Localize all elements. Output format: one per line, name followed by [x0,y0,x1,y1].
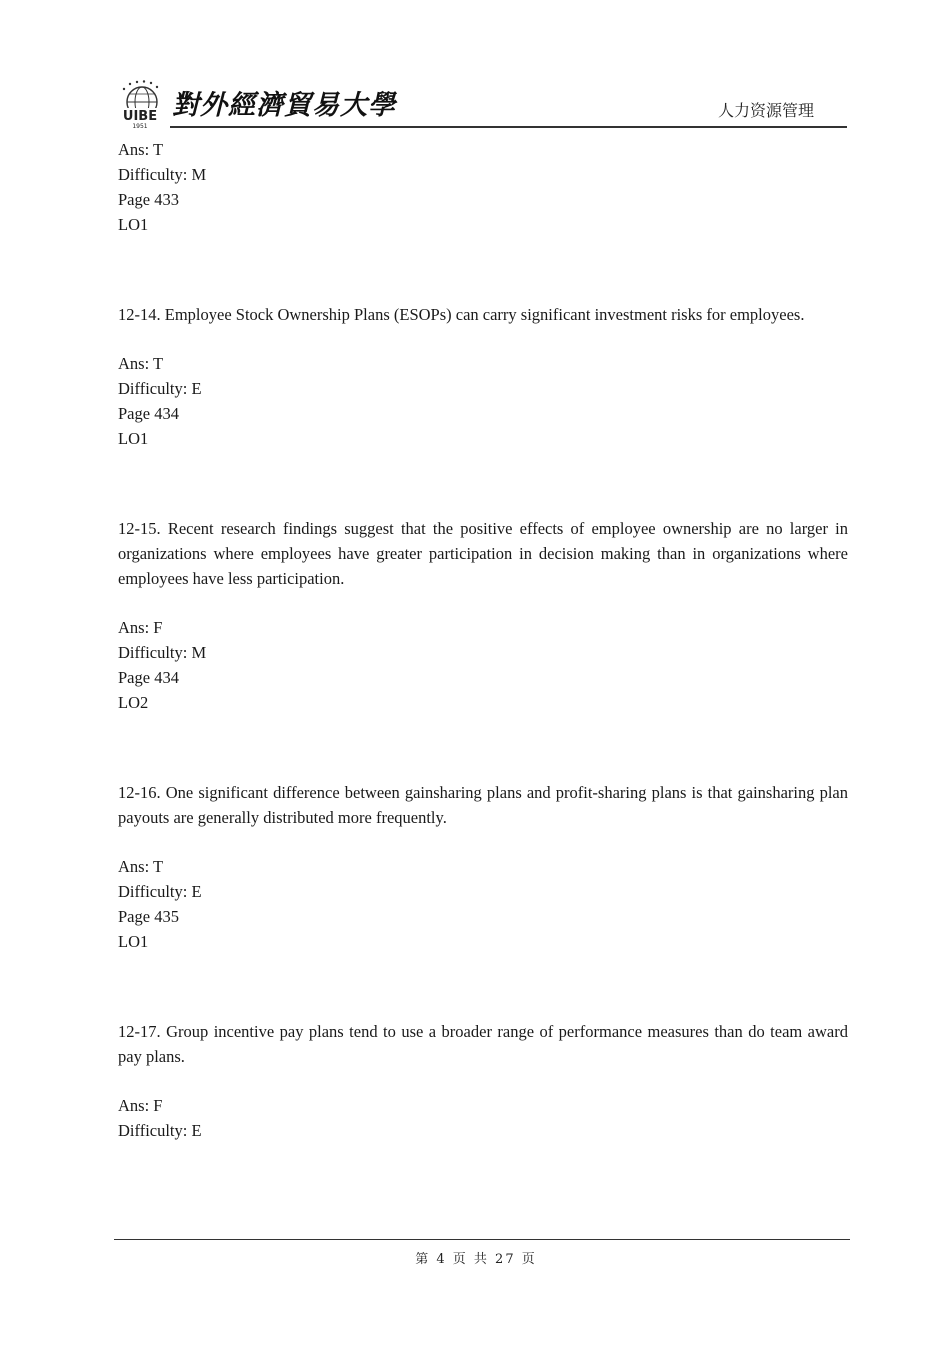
page-reference: Page 434 [118,668,179,687]
difficulty: Difficulty: E [118,1121,202,1140]
question-text: 12-14. Employee Stock Ownership Plans (ESOPs) can carry significant investment risks for employees. [118,305,805,324]
difficulty: Difficulty: M [118,643,207,662]
question-block [118,516,848,715]
page-reference: Page 434 [118,404,179,423]
answer: Ans: F [118,1096,163,1115]
difficulty: Difficulty: M [118,165,207,184]
answer: Ans: T [118,354,164,373]
difficulty: Difficulty: E [118,882,202,901]
section-title: 人力资源管理 [717,101,814,120]
footer-divider [114,1239,850,1240]
answer: Ans: T [118,140,164,159]
logo-year: 1951 [132,123,148,130]
learning-objective: LO1 [118,932,149,951]
page-number: 第 4 页 共 27 页 [415,1252,537,1267]
question-block [118,780,848,954]
university-name: 對外經濟貿易大學 [172,90,396,121]
learning-objective: LO2 [118,693,149,712]
answer: Ans: F [118,618,163,637]
question-text: 12-15. Recent research findings suggest that the positive effects of employee ownership are no larger in organizations where employees have greater participation in decision making than in organizations where employees have less participation. [118,519,848,588]
difficulty: Difficulty: E [118,379,202,398]
page-reference: Page 435 [118,907,179,926]
learning-objective: LO1 [118,429,149,448]
document-body [118,137,848,1143]
header-divider [170,126,847,128]
logo-text: UIBE [122,109,158,124]
page-header [114,76,847,130]
answer: Ans: T [118,857,164,876]
question-text: 12-16. One significant difference between gainsharing plans and profit-sharing plans is that gainsharing plan payouts are generally distributed more frequently. [118,783,848,827]
question-block [118,1019,848,1143]
page-reference: Page 433 [118,190,179,209]
question-block [118,137,848,237]
learning-objective: LO1 [118,215,149,234]
question-text: 12-17. Group incentive pay plans tend to use a broader range of performance measures than do team award pay plans. [118,1022,848,1066]
question-block [118,302,848,451]
university-logo-icon [114,80,170,130]
